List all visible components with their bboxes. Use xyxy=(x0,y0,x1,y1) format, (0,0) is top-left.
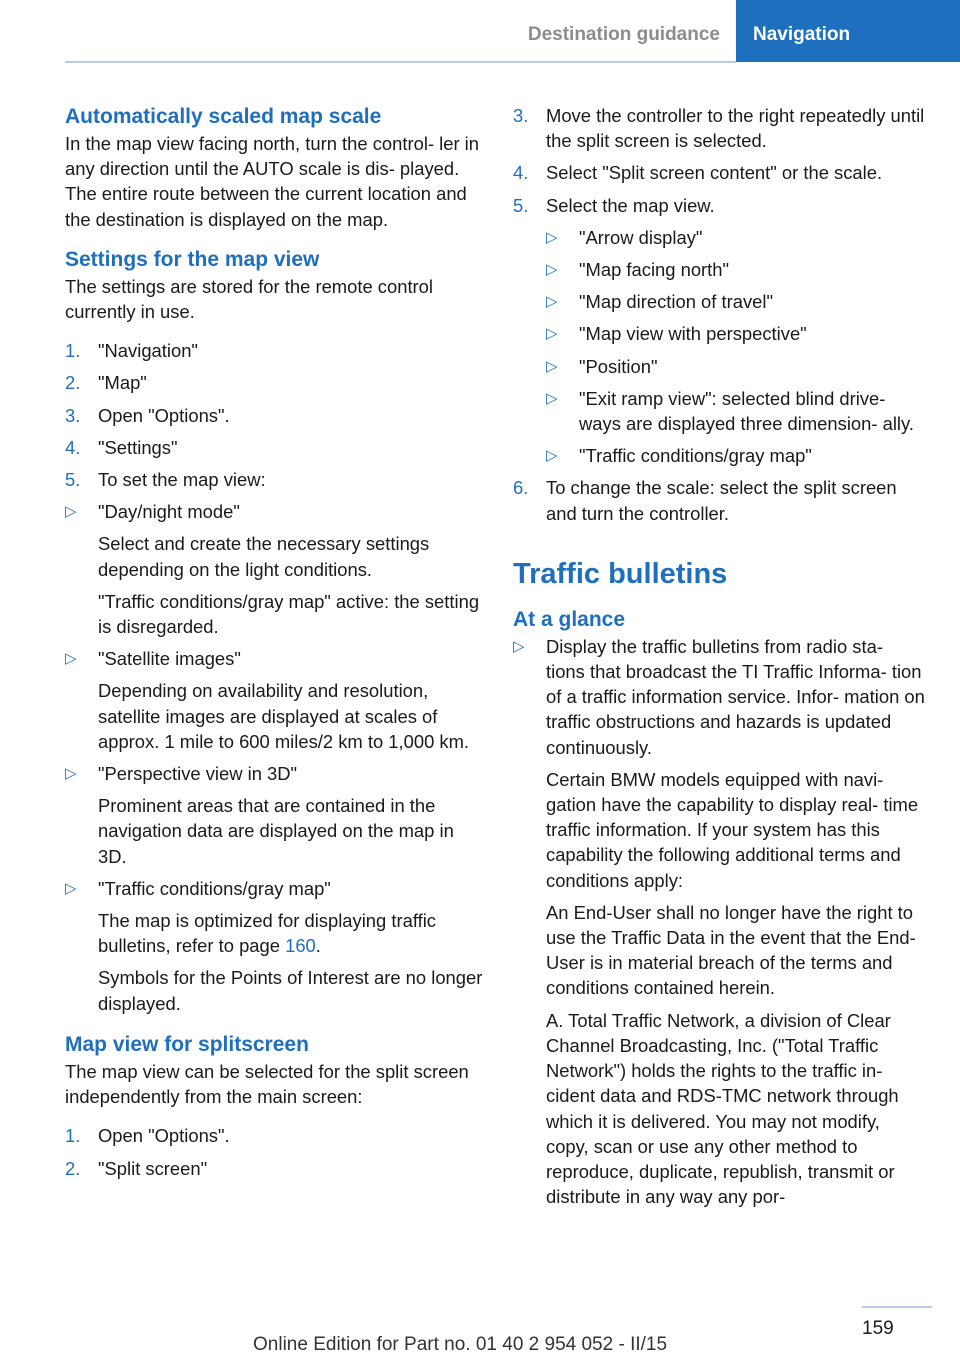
split-text: The map view can be selected for the split screen independently from the main screen: xyxy=(65,1060,469,1108)
bullet-item: ▷ "Position" xyxy=(546,354,925,379)
list-item: 2. "Map" xyxy=(65,372,147,394)
bullet-item: ▷ "Map view with perspective" xyxy=(546,321,925,346)
list-item: 5. To set the map view: xyxy=(65,469,266,491)
traffic-heading: Traffic bulletins xyxy=(513,557,728,590)
footer-rule xyxy=(862,1306,932,1308)
list-item: 5. Select the map view. xyxy=(513,194,715,216)
bullet-item: ▷ "Exit ramp view": selected blind drive- ways are displayed three dimension- ally. xyxy=(546,386,925,436)
list-item: 1. "Navigation" xyxy=(65,340,198,362)
option-desc: The map is optimized for displaying traffic bulletins, refer to page 160. xyxy=(98,910,436,957)
triangle-bullet-icon: ▷ xyxy=(513,637,525,655)
bullet-item xyxy=(65,876,483,1016)
right-column xyxy=(513,103,925,1216)
settings-heading: Settings for the map view xyxy=(65,247,320,271)
option-title: "Perspective view in 3D" xyxy=(98,763,298,785)
option-title: "Satellite images" xyxy=(98,648,241,670)
list-item: 2. "Split screen" xyxy=(65,1157,208,1179)
triangle-bullet-icon: ▷ xyxy=(546,357,558,375)
list-item: 3. Move the controller to the right repeatedly until the split screen is selected. xyxy=(513,105,925,152)
triangle-bullet-icon: ▷ xyxy=(546,228,558,246)
page-header xyxy=(0,0,960,62)
triangle-bullet-icon: ▷ xyxy=(65,503,77,521)
left-column xyxy=(65,103,483,1188)
bullet-item xyxy=(65,499,483,639)
list-item: 6. To change the scale: select the split screen and turn the controller. xyxy=(513,477,897,524)
view-options xyxy=(546,225,925,469)
bullet-item xyxy=(513,634,925,1209)
glance-text: A. Total Traffic Network, a division of Clear Channel Broadcasting, Inc. ("Total Traffic Network") holds the rights to the traffic in- cident data and RDS-TMC network through which it is delivered. You may not modify, copy, scan or use any other method to reproduce, duplicate, republish, transmit or distribute in any way any por- xyxy=(546,1009,899,1208)
triangle-bullet-icon: ▷ xyxy=(65,879,77,897)
bullet-item: ▷ "Map facing north" xyxy=(546,257,925,282)
auto-scale-heading: Automatically scaled map scale xyxy=(65,105,382,128)
page-number: 159 xyxy=(862,1318,894,1339)
bullet-item xyxy=(65,761,483,869)
option-note: "Traffic conditions/gray map" active: the setting is disregarded. xyxy=(98,590,480,638)
settings-text: The settings are stored for the remote control currently in use. xyxy=(65,275,433,323)
triangle-bullet-icon: ▷ xyxy=(546,261,558,279)
glance-text: An End-User shall no longer have the right to use the Traffic Data in the event that the End-User is in material breach of the terms and conditions contained herein. xyxy=(546,901,916,999)
triangle-bullet-icon: ▷ xyxy=(546,389,558,407)
section-title: Destination guidance xyxy=(527,24,720,45)
bullet-item: ▷ "Map direction of travel" xyxy=(546,289,925,314)
glance-text: Display the traffic bulletins from radio sta- tions that broadcast the TI Traffic Informa- tion of a traffic information service. Infor- mation on traffic obstructions and hazards is updated continuously. xyxy=(546,635,925,758)
option-note: Symbols for the Points of Interest are no longer displayed. xyxy=(98,967,483,1014)
list-item: 4. Select "Split screen content" or the scale. xyxy=(513,162,883,184)
glance-heading: At a glance xyxy=(513,607,626,631)
option-title: "Day/night mode" xyxy=(98,501,240,523)
triangle-bullet-icon: ▷ xyxy=(546,325,558,343)
split-heading: Map view for splitscreen xyxy=(65,1032,309,1056)
chapter-tab: Navigation xyxy=(736,0,960,62)
auto-scale-text: In the map view facing north, turn the control- ler in any direction until the AUTO scale is dis- played. The entire route between the current location and the destination is displayed on the map. xyxy=(65,133,479,230)
triangle-bullet-icon: ▷ xyxy=(546,447,558,465)
edition-footer: Online Edition for Part no. 01 40 2 954 052 - II/15 xyxy=(253,1334,668,1355)
settings-steps xyxy=(65,338,483,492)
list-item: 4. "Settings" xyxy=(65,436,178,458)
option-desc: Depending on availability and resolution, satellite images are displayed at scales of approx. 1 mile to 600 miles/2 km to 1,000 km. xyxy=(98,680,470,752)
glance-text: Certain BMW models equipped with navi- gation have the capability to display real- time traffic information. If your system has this capability the following additional terms and conditions apply: xyxy=(546,768,919,891)
triangle-bullet-icon: ▷ xyxy=(546,293,558,311)
option-title: "Traffic conditions/gray map" xyxy=(98,877,331,899)
option-desc: Select and create the necessary settings depending on the light conditions. xyxy=(98,533,430,580)
triangle-bullet-icon: ▷ xyxy=(65,765,77,783)
bullet-item: ▷ "Arrow display" xyxy=(546,225,925,250)
bullet-item xyxy=(65,646,483,754)
option-desc: Prominent areas that are contained in the navigation data are displayed on the map in 3D. xyxy=(98,795,454,867)
triangle-bullet-icon: ▷ xyxy=(65,650,77,668)
header-rule xyxy=(65,61,736,63)
page-link[interactable]: 160 xyxy=(285,935,316,957)
list-item: 3. Open "Options". xyxy=(65,404,230,426)
list-item: 1. Open "Options". xyxy=(65,1125,230,1147)
bullet-item: ▷ "Traffic conditions/gray map" xyxy=(546,443,925,468)
